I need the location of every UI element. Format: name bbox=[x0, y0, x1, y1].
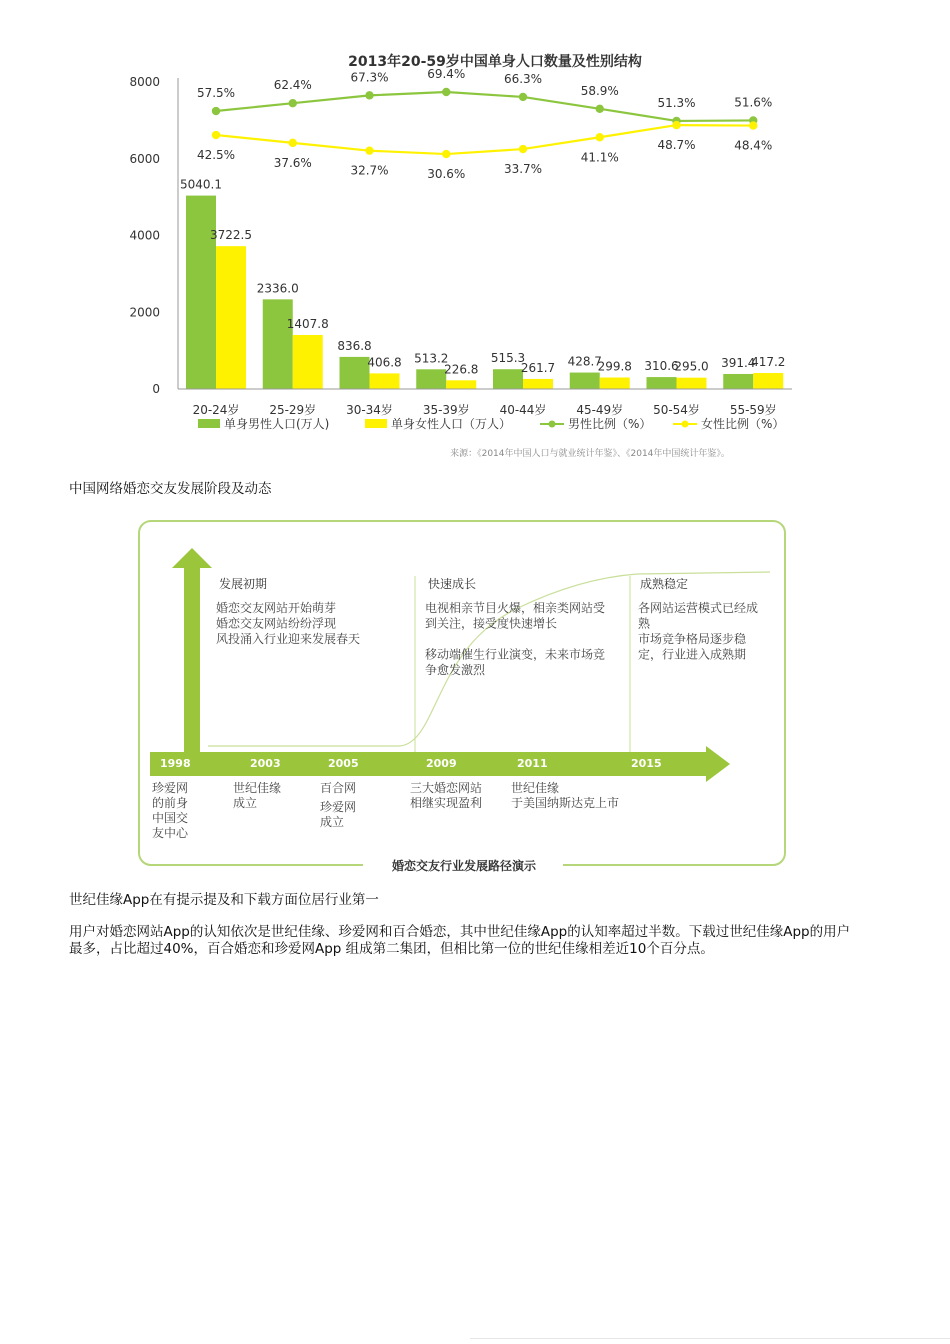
male-ratio-label: 58.9% bbox=[580, 83, 619, 98]
diagram-frame bbox=[139, 521, 785, 865]
bar-female bbox=[600, 377, 630, 389]
x-tick-label: 55-59岁 bbox=[729, 403, 777, 417]
female-ratio-point bbox=[749, 121, 757, 129]
male-ratio-point bbox=[212, 107, 220, 115]
legend-label: 单身女性人口（万人） bbox=[391, 417, 512, 431]
female-ratio-point bbox=[672, 121, 680, 129]
bar-female-label: 3722.5 bbox=[210, 228, 252, 243]
male-ratio-label: 51.6% bbox=[734, 95, 773, 110]
bar-female-label: 299.8 bbox=[597, 359, 632, 374]
timeline-event-line: 友中心 bbox=[152, 826, 189, 840]
y-tick-label: 0 bbox=[152, 382, 160, 396]
phase-1-name: 发展初期 bbox=[219, 577, 268, 591]
phase-descriptions bbox=[216, 600, 758, 677]
bar-female-label: 261.7 bbox=[520, 360, 556, 375]
phase-2-line: 电视相亲节目火爆，相亲类网站受 bbox=[425, 601, 606, 615]
bar-male-label: 2336.0 bbox=[256, 281, 299, 296]
phase-1-line: 婚恋交友网站纷纷浮现 bbox=[216, 616, 337, 631]
bar-female bbox=[446, 380, 476, 389]
vertical-arrow-shaft bbox=[184, 566, 200, 754]
phase-2-line: 到关注，接受度快速增长 bbox=[425, 616, 558, 631]
phase-3-line: 定，行业进入成熟期 bbox=[638, 647, 747, 662]
x-tick-label: 30-34岁 bbox=[346, 403, 393, 417]
bar-female bbox=[523, 379, 553, 389]
bar-female bbox=[293, 335, 323, 389]
bar-male-label: 391.4 bbox=[721, 355, 756, 370]
phase-3-line: 市场竞争格局逐步稳 bbox=[638, 632, 747, 646]
female-ratio-point bbox=[596, 133, 604, 141]
male-ratio-label: 57.5% bbox=[196, 86, 236, 101]
x-tick-label: 35-39岁 bbox=[422, 403, 470, 417]
bar-female bbox=[753, 373, 783, 389]
female-ratio-point bbox=[212, 131, 220, 139]
male-ratio-label: 69.4% bbox=[427, 67, 466, 81]
female-ratio-label: 33.7% bbox=[503, 162, 543, 177]
female-ratio-label: 48.7% bbox=[657, 138, 696, 153]
chart-title: 2013年20-59岁中国单身人口数量及性别结构 bbox=[348, 54, 642, 70]
bar-male-label: 515.3 bbox=[490, 351, 526, 366]
female-ratio-label: 41.1% bbox=[580, 150, 619, 165]
bar-male bbox=[340, 357, 370, 389]
male-ratio-point bbox=[289, 99, 297, 107]
female-ratio-point bbox=[289, 139, 297, 147]
female-ratio-point bbox=[365, 146, 373, 154]
timeline-year: 2015 bbox=[631, 757, 662, 770]
male-ratio-label: 66.3% bbox=[503, 71, 543, 86]
timeline-year: 2005 bbox=[328, 757, 359, 770]
industry-path-diagram bbox=[138, 518, 788, 878]
timeline-year: 2009 bbox=[426, 757, 457, 770]
bar-female bbox=[370, 373, 400, 389]
phase-2-line: 移动端催生行业演变，未来市场竞 bbox=[425, 647, 606, 662]
x-tick-label: 45-49岁 bbox=[576, 403, 624, 417]
legend-label: 单身男性人口(万人) bbox=[224, 417, 330, 431]
female-ratio-label: 37.6% bbox=[273, 155, 312, 170]
single-population-chart bbox=[120, 48, 820, 468]
bar-male bbox=[723, 374, 753, 389]
x-tick-label: 25-29岁 bbox=[269, 403, 317, 417]
timeline-event-line: 中国交 bbox=[152, 811, 189, 825]
male-ratio-point bbox=[365, 91, 373, 99]
timeline-event-line: 世纪佳缘 bbox=[233, 781, 282, 795]
legend-marker bbox=[682, 421, 689, 428]
male-ratio-label: 51.3% bbox=[657, 95, 696, 110]
female-ratio-point bbox=[519, 145, 527, 153]
male-ratio-point bbox=[596, 105, 604, 113]
legend-swatch bbox=[198, 419, 220, 428]
female-ratio-label: 48.4% bbox=[734, 138, 773, 153]
footer-divider bbox=[470, 1338, 950, 1339]
section-title-timeline: 中国网络婚恋交友发展阶段及动态 bbox=[69, 481, 272, 497]
y-tick-label: 6000 bbox=[129, 151, 160, 166]
male-ratio-label: 62.4% bbox=[273, 78, 312, 93]
x-tick-label: 50-54岁 bbox=[653, 403, 700, 417]
timeline-year: 1998 bbox=[160, 757, 191, 770]
bar-male-label: 310.6 bbox=[644, 359, 679, 374]
phase-2-line: 争愈发激烈 bbox=[425, 663, 486, 677]
bar-male-label: 428.7 bbox=[567, 354, 602, 369]
phase-3-line: 熟 bbox=[638, 616, 651, 631]
phase-1-line: 风投涌入行业迎来发展春天 bbox=[216, 632, 361, 646]
timeline-events bbox=[152, 780, 619, 840]
phase-3-name: 成熟稳定 bbox=[640, 577, 689, 591]
male-ratio-point bbox=[519, 93, 527, 101]
chart-legend bbox=[198, 416, 784, 431]
timeline-event-line: 的前身 bbox=[152, 796, 189, 810]
bar-male bbox=[416, 369, 446, 389]
bar-male bbox=[493, 369, 523, 389]
y-tick-label: 8000 bbox=[129, 75, 160, 89]
legend-swatch bbox=[365, 419, 387, 428]
timeline-event-line: 成立 bbox=[233, 796, 258, 810]
bar-female-label: 417.2 bbox=[751, 354, 786, 369]
legend-label: 男性比例（%） bbox=[568, 417, 652, 431]
lines-group bbox=[197, 67, 772, 181]
phase-2-name: 快速成长 bbox=[428, 577, 477, 591]
male-ratio-point bbox=[442, 88, 450, 96]
bar-female-label: 295.0 bbox=[674, 359, 709, 374]
bar-male bbox=[263, 299, 293, 389]
timeline-arrow-head bbox=[706, 746, 730, 782]
y-tick-label: 4000 bbox=[129, 228, 160, 243]
x-tick-label: 20-24岁 bbox=[192, 403, 240, 417]
male-ratio-label: 67.3% bbox=[350, 70, 389, 85]
timeline-event-line: 于美国纳斯达克上市 bbox=[511, 796, 620, 810]
timeline-event-line: 世纪佳缘 bbox=[511, 781, 560, 795]
timeline-event-line: 三大婚恋网站 bbox=[410, 781, 483, 795]
section-title-app: 世纪佳缘App在有提示提及和下载方面位居行业第一 bbox=[69, 892, 379, 908]
bar-male-label: 5040.1 bbox=[180, 177, 222, 192]
bar-female bbox=[677, 378, 707, 389]
timeline-year: 2011 bbox=[517, 757, 548, 770]
timeline-event-line: 珍爱网 bbox=[320, 800, 357, 814]
phase-1-line: 婚恋交友网站开始萌芽 bbox=[216, 601, 337, 615]
chart-source: 来源：《2014年中国人口与就业统计年鉴》、《2014年中国统计年鉴》。 bbox=[450, 449, 730, 459]
bar-female-label: 406.8 bbox=[367, 355, 402, 370]
timeline-event-line: 相继实现盈利 bbox=[410, 796, 483, 810]
legend-marker bbox=[549, 421, 556, 428]
bar-female-label: 1407.8 bbox=[286, 316, 329, 331]
female-ratio-label: 32.7% bbox=[350, 163, 389, 178]
female-ratio-label: 42.5% bbox=[196, 148, 236, 163]
timeline-year: 2003 bbox=[250, 757, 281, 770]
female-ratio-point bbox=[442, 150, 450, 158]
chart-svg bbox=[120, 48, 820, 468]
timeline-event-line: 珍爱网 bbox=[152, 781, 189, 795]
bar-female-label: 226.8 bbox=[444, 362, 479, 377]
y-axis bbox=[129, 75, 178, 396]
diagram-svg bbox=[138, 518, 788, 878]
x-tick-label: 40-44岁 bbox=[499, 403, 547, 417]
phase-3-line: 各网站运营模式已经成 bbox=[638, 601, 759, 615]
y-tick-label: 2000 bbox=[129, 305, 160, 320]
bar-male-label: 513.2 bbox=[414, 351, 449, 366]
diagram-title: 婚恋交友行业发展路径演示 bbox=[391, 859, 537, 873]
female-ratio-label: 30.6% bbox=[427, 167, 466, 182]
bar-male bbox=[570, 373, 600, 389]
bar-male bbox=[186, 196, 216, 389]
legend-label: 女性比例（%） bbox=[701, 417, 785, 431]
bar-male bbox=[647, 377, 677, 389]
timeline-event-line: 成立 bbox=[320, 815, 345, 829]
bars-group bbox=[180, 178, 785, 389]
timeline-event-line: 百合网 bbox=[320, 781, 357, 795]
body-paragraph: 用户对婚恋网站App的认知依次是世纪佳缘、珍爱网和百合婚恋，其中世纪佳缘App的认知率超过半数。下载过世纪佳缘App的用户最多，占比超过40%，百合婚恋和珍爱网App 组成第二集团，但相比第一位的世纪佳缘相差近10个百分点。 bbox=[69, 924, 851, 957]
x-axis bbox=[178, 389, 792, 417]
vertical-arrow-head bbox=[172, 548, 212, 568]
bar-female bbox=[216, 246, 246, 389]
bar-male-label: 836.8 bbox=[337, 338, 372, 353]
